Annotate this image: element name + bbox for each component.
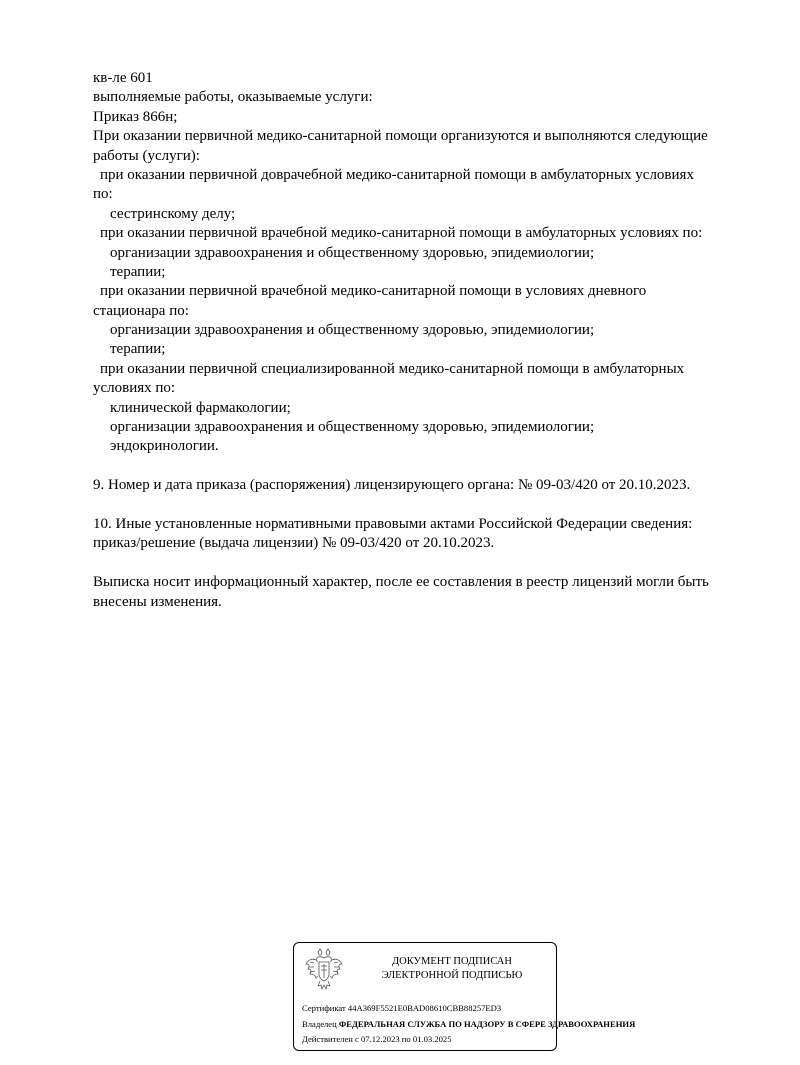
document-line: при оказании первичной доврачебной медико-санитарной помощи в амбулаторных условиях: [100, 166, 694, 183]
stamp-title-line2: ЭЛЕКТРОННОЙ ПОДПИСЬЮ: [381, 970, 523, 981]
document-line: терапии;: [110, 341, 166, 358]
document-line: работы (услуги):: [93, 147, 200, 164]
document-line: Выписка носит информационный характер, после ее составления в реестр лицензий могли быть: [93, 574, 709, 591]
document-line: выполняемые работы, оказываемые услуги:: [93, 89, 373, 106]
document-line: стационара по:: [93, 302, 189, 319]
document-line: при оказании первичной врачебной медико-санитарной помощи в амбулаторных условиях по:: [100, 225, 703, 242]
document-line: эндокринологии.: [110, 438, 219, 455]
blank-line: [93, 554, 763, 573]
document-line: при оказании первичной специализированной медико-санитарной помощи в амбулаторных: [100, 360, 685, 377]
owner-value: ФЕДЕРАЛЬНАЯ СЛУЖБА ПО НАДЗОРУ В СФЕРЕ ЗДРАВООХРАНЕНИЯ: [338, 1018, 636, 1029]
document-line: клинической фармакологии;: [110, 399, 291, 416]
document-line: 9. Номер и дата приказа (распоряжения) лицензирующего органа: № 09-03/420 от 20.10.2023.: [93, 477, 691, 494]
document-line: условиях по:: [93, 380, 176, 397]
owner-label: Владелец: [302, 1018, 337, 1029]
stamp-certificate-info: [302, 1001, 635, 1048]
electronic-signature-stamp: [293, 942, 636, 1051]
russian-coat-of-arms-icon: [304, 948, 344, 994]
document-line: приказ/решение (выдача лицензии) № 09-03/420 от 20.10.2023.: [93, 535, 495, 552]
document-line: организации здравоохранения и общественному здоровью, эпидемиологии;: [110, 244, 595, 261]
document-line: при оказании первичной врачебной медико-санитарной помощи в условиях дневного: [100, 283, 647, 300]
certificate-label: Сертификат: [302, 1003, 346, 1013]
document-body: [93, 69, 763, 612]
document-line: Приказ 866н;: [93, 108, 178, 125]
stamp-title-line1: ДОКУМЕНТ ПОДПИСАН: [392, 956, 512, 967]
stamp-certificate-row: [302, 1001, 635, 1017]
document-line: терапии;: [110, 263, 166, 280]
document-line: организации здравоохранения и общественному здоровью, эпидемиологии;: [110, 322, 595, 339]
stamp-title: [354, 955, 550, 983]
stamp-validity: Действителен с 07.12.2023 по 01.03.2025: [302, 1034, 452, 1044]
stamp-owner-row: [302, 1017, 635, 1033]
blank-line: [93, 496, 763, 515]
document-line: При оказании первичной медико-санитарной помощи организуются и выполняются следующие: [93, 128, 708, 145]
certificate-value: 44A369F5521E0BAD08610CBB88257ED3: [347, 1003, 502, 1013]
document-line: внесены изменения.: [93, 593, 222, 610]
blank-line: [93, 457, 763, 476]
document-line: сестринскому делу;: [110, 205, 236, 222]
document-line: 10. Иные установленные нормативными правовыми актами Российской Федерации сведения:: [93, 515, 693, 532]
document-line: по:: [93, 186, 113, 203]
document-line: кв-ле 601: [93, 70, 153, 86]
document-line: организации здравоохранения и общественному здоровью, эпидемиологии;: [110, 419, 595, 436]
